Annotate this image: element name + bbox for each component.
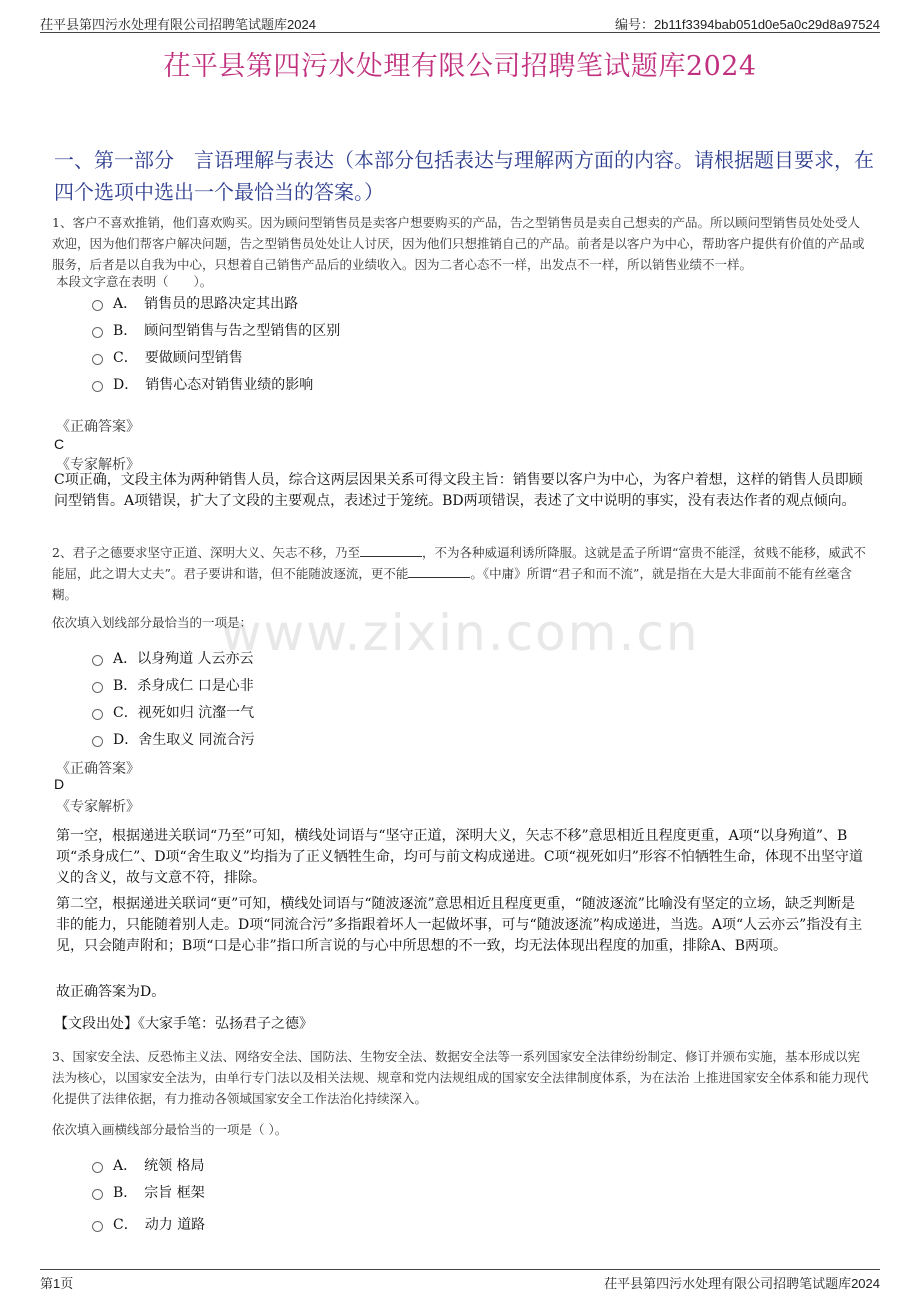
question-1-analysis-label: 《专家解析》: [56, 457, 140, 473]
question-2-analysis-para-2: 第二空，根据递进关联词“更”可知，横线处词语与“随波逐流”意思相近且程度更重，“随波逐流”比喻没有坚定的立场，缺乏判断是非的能力，只能随着别人走。D项“同流合污”多指跟着坏人一起做坏事，可与“随波逐流”构成递进，当选。A项“人云亦云”指没有主见，只会随声附和；B项“口是心非”指口所言说的与心中所思想的不一致，均无法体现出程度的加重，排除A、B两项。: [56, 896, 863, 954]
question-2-text: [52, 542, 872, 605]
question-2-analysis-para-3: 故正确答案为D。: [56, 984, 166, 1000]
radio-icon[interactable]: [92, 655, 103, 666]
radio-icon[interactable]: [92, 736, 103, 747]
option-label: C． 要做顾问型销售: [113, 350, 243, 366]
option-label: C．视死如归 沆瀣一气: [113, 705, 255, 721]
header-doc-title: 茌平县第四污水处理有限公司招聘笔试题库2024: [40, 17, 316, 32]
option-label: D． 销售心态对销售业绩的影响: [113, 377, 314, 393]
footer-doc-title: 茌平县第四污水处理有限公司招聘笔试题库2024: [604, 1276, 880, 1291]
question-2-analysis-para-1: 第一空，根据递进关联词“乃至”可知，横线处词语与“坚守正道，深明大义，矢志不移”意思相近且程度更重，A项“以身殉道”、B项“杀身成仁”、D项“舍生取义”均指为了正义牺牲生命，均可与前文构成递进。C项“视死如归”形容不怕牺牲生命，体现不出坚守道义的含义，故与文意不符，排除。: [56, 828, 863, 886]
question-1-answer-label: 《正确答案》: [56, 419, 140, 435]
radio-icon[interactable]: [92, 1221, 103, 1232]
radio-icon[interactable]: [92, 327, 103, 338]
header-doc-id: 编号：2b11f3394bab051d0e5a0c29d8a97524: [614, 17, 880, 32]
radio-icon[interactable]: [92, 300, 103, 311]
question-2-text-part-a: 2、君子之德要求坚守正道、深明大义、矢志不移，乃至: [52, 545, 360, 560]
question-2-option-a[interactable]: [92, 648, 254, 668]
option-label: B．杀身成仁 口是心非: [113, 678, 254, 694]
footer-page-number: 第1页: [40, 1276, 74, 1291]
question-2-text-part-b: ，不为各种威逼利诱所降服。这就是孟子所谓“富贵不能淫，贫贱不能移，威武不能屈，此之谓大丈夫”。君子要讲和谐，但不能随波逐流，更不能: [52, 545, 866, 581]
option-label: C． 动力 道路: [113, 1217, 206, 1233]
question-1-option-b[interactable]: [92, 320, 340, 340]
option-label: B． 宗旨 框架: [113, 1185, 205, 1201]
section-heading: 一、第一部分 言语理解与表达（本部分包括表达与理解两方面的内容。请根据题目要求，在四个选项中选出一个最恰当的答案。）: [54, 148, 874, 204]
page-title: 茌平县第四污水处理有限公司招聘笔试题库2024: [163, 51, 757, 82]
radio-icon[interactable]: [92, 354, 103, 365]
question-2-text-part-c: 。《中庸》所谓“君子和而不流”，就是指在大是大非面前不能有丝毫含糊。: [52, 566, 852, 602]
option-label: A． 统领 格局: [113, 1158, 205, 1174]
question-1-prompt: 本段文字意在表明（ ）。: [56, 274, 213, 289]
question-1-option-c[interactable]: [92, 347, 243, 367]
question-2-option-d[interactable]: [92, 729, 255, 749]
question-1-text: 1、客户不喜欢推销，他们喜欢购买。因为顾问型销售员是卖客户想要购买的产品，告之型销售员是卖自己想卖的产品。所以顾问型销售员处处受人欢迎，因为他们帮客户解决问题，告之型销售员处处让人讨厌，因为他们只想推销自己的产品。前者是以客户为中心，帮助客户提供有价值的产品或服务，后者是以自我为中心，只想着自己销售产品后的业绩收入。因为二者心态不一样，出发点不一样，所以销售业绩不一样。: [52, 215, 865, 272]
question-2-analysis-label: 《专家解析》: [56, 799, 140, 815]
radio-icon[interactable]: [92, 709, 103, 720]
question-2-option-b[interactable]: [92, 675, 254, 695]
footer-divider: [40, 1269, 880, 1270]
question-3-option-c[interactable]: [92, 1214, 205, 1234]
question-3-option-b[interactable]: [92, 1182, 205, 1202]
question-2-prompt: 依次填入划线部分最恰当的一项是：: [52, 615, 253, 630]
radio-icon[interactable]: [92, 381, 103, 392]
question-2-answer-label: 《正确答案》: [56, 761, 140, 777]
option-label: A． 销售员的思路决定其出路: [113, 296, 299, 312]
radio-icon[interactable]: [92, 1162, 103, 1173]
question-2-source: 【文段出处】《大家手笔：弘扬君子之德》: [54, 1016, 313, 1032]
watermark: www.zixin.com.cn: [220, 604, 700, 662]
question-1-analysis: C项正确，文段主体为两种销售人员，综合这两层因果关系可得文段主旨：销售要以客户为中心，为客户着想，这样的销售人员即顾问型销售。A项错误，扩大了文段的主要观点，表述过于笼统。BD两项错误，表述了文中说明的事实，没有表达作者的观点倾向。: [54, 472, 863, 509]
question-3-option-a[interactable]: [92, 1155, 205, 1175]
radio-icon[interactable]: [92, 1189, 103, 1200]
option-label: B． 顾问型销售与告之型销售的区别: [113, 323, 341, 339]
radio-icon[interactable]: [92, 682, 103, 693]
option-label: A．以身殉道 人云亦云: [113, 651, 254, 667]
option-label: D．舍生取义 同流合污: [113, 732, 255, 748]
fill-blank-1: [360, 544, 422, 557]
question-2-option-c[interactable]: [92, 702, 254, 722]
question-3-prompt: 依次填入画横线部分最恰当的一项是（ ）。: [52, 1122, 288, 1137]
header-divider: [40, 32, 880, 33]
question-1-answer: C: [54, 436, 65, 452]
question-1-option-d[interactable]: [92, 374, 313, 394]
fill-blank-2: [408, 565, 470, 578]
question-3-text: 3、国家安全法、反恐怖主义法、网络安全法、国防法、生物安全法、数据安全法等一系列国家安全法律纷纷制定、修订并颁布实施，基本形成以宪法为核心，以国家安全法为，由单行专门法以及相关法规、规章和党内法规组成的国家安全法律制度体系，为在法治 上推进国家安全体系和能力现代化提供了法律依据，有力推动各领域国家安全工作法治化持续深入。: [52, 1049, 869, 1106]
question-1-option-a[interactable]: [92, 293, 298, 313]
question-2-answer: D: [54, 776, 65, 792]
